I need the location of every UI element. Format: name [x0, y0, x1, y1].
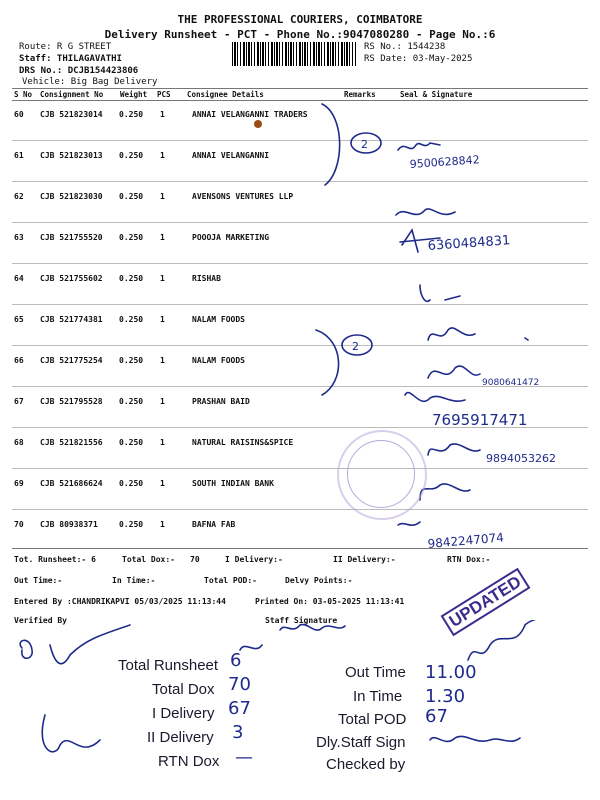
company-title: THE PROFESSIONAL COURIERS, COIMBATORE	[177, 13, 423, 26]
table-row: 70 CJB 80938371 0.250 1 BAFNA FAB	[14, 520, 236, 529]
signature-overlay	[0, 620, 600, 800]
summary-label: In Time	[353, 688, 403, 705]
table-row: 61 CJB 521823013 0.250 1 ANNAI VELANGANNI	[14, 151, 270, 160]
table-row: 67 CJB 521795528 0.250 1 PRASHAN BAID	[14, 397, 250, 406]
summary-value: 1.30	[425, 686, 466, 707]
staff-signature	[280, 625, 345, 631]
updated-stamp: UPDATED	[441, 568, 531, 637]
staff-signature-label: Staff Signature	[265, 616, 338, 625]
out-time: Out Time:-	[14, 576, 63, 585]
delvy-points: Delvy Points:-	[285, 576, 353, 585]
in-time: In Time:-	[112, 576, 156, 585]
dly-staff-signature	[430, 736, 520, 741]
summary-value: 11.00	[425, 662, 477, 683]
vehicle: Vehicle: Big Bag Delivery	[22, 77, 158, 87]
verified-signature	[50, 625, 130, 664]
runsheet-subtitle: Delivery Runsheet - PCT - Phone No.:9047080280 - Page No.:6	[104, 28, 496, 41]
ii-delivery: II Delivery:-	[333, 555, 396, 564]
summary-value: —	[235, 747, 253, 768]
summary-label: Checked by	[326, 756, 406, 773]
table-row: 69 CJB 521686624 0.250 1 SOUTH INDIAN BANK	[14, 479, 274, 488]
printed-on: Printed On: 03-05-2025 11:13:41	[255, 597, 405, 606]
ink-blot	[254, 120, 262, 128]
summary-label: I Delivery	[152, 705, 215, 722]
col-sno: S No	[14, 90, 33, 99]
summary-label: Total Dox	[152, 681, 215, 698]
table-row: 62 CJB 521823030 0.250 1 AVENSONS VENTURES LLP	[14, 192, 294, 201]
rtn-dox: RTN Dox:-	[447, 555, 491, 564]
table-row: 63 CJB 521755520 0.250 1 POOOJA MARKETING	[14, 233, 270, 242]
summary-value: 70	[228, 674, 251, 695]
col-remarks: Remarks	[344, 90, 376, 99]
summary-value: 67	[425, 706, 448, 727]
table-row: 68 CJB 521821556 0.250 1 NATURAL RAISINS&SPICE	[14, 438, 294, 447]
rs-date: RS Date: 03-May-2025	[364, 54, 473, 64]
i-delivery: I Delivery:-	[225, 555, 283, 564]
table-row: 66 CJB 521775254 0.250 1 NALAM FOODS	[14, 356, 245, 365]
total-dox-label: Total Dox:-	[122, 555, 175, 564]
summary-label: II Delivery	[147, 729, 214, 746]
bracket-mark	[316, 330, 339, 395]
checked-signature	[468, 620, 575, 660]
col-pcs: PCS	[157, 90, 171, 99]
total-pod: Total POD:-	[204, 576, 257, 585]
summary-label: RTN Dox	[158, 753, 220, 770]
phone-number: 7695917471	[432, 411, 528, 429]
total-dox-value: 70	[190, 555, 200, 564]
signature-62	[396, 209, 455, 215]
runsheet-sign	[240, 645, 262, 650]
remark-count: 2	[361, 138, 368, 151]
phone-number: 9080641472	[482, 378, 540, 388]
rs-number: RS No.: 1544238	[364, 42, 446, 52]
table-row: 60 CJB 521823014 0.250 1 ANNAI VELANGANNI TRADERS	[14, 110, 308, 119]
signature-65	[428, 328, 528, 340]
entered-by: Entered By :CHANDRIKAPVI 05/03/2025 11:13:44	[14, 597, 226, 606]
col-weight: Weight	[120, 90, 148, 99]
summary-value: 6	[230, 650, 242, 671]
signature-64	[420, 285, 460, 301]
phone-number: 6360484831	[427, 233, 511, 254]
signature-66	[428, 366, 480, 378]
signature-61	[398, 143, 440, 150]
verified-signature	[20, 640, 32, 658]
summary-label: Total Runsheet	[118, 657, 219, 674]
summary-label: Total POD	[338, 711, 407, 728]
table-row: 65 CJB 521774381 0.250 1 NALAM FOODS	[14, 315, 245, 324]
phone-number: 9500628842	[409, 153, 481, 171]
phone-number: 9842247074	[427, 530, 505, 551]
col-seal: Seal & Signature	[400, 90, 473, 99]
staff: Staff: THILAGAVATHI	[19, 54, 122, 64]
signature-67	[405, 393, 465, 402]
summary-label: Out Time	[345, 664, 406, 681]
phone-number: 9894053262	[486, 452, 556, 465]
signature-68	[428, 444, 480, 455]
col-consignment: Consignment No	[40, 90, 104, 99]
tot-runsheet: Tot. Runsheet:- 6	[14, 555, 96, 564]
summary-value: 67	[228, 698, 251, 719]
remark-count: 2	[352, 340, 359, 353]
verified-by: Verified By	[14, 616, 67, 625]
summary-label: Dly.Staff Sign	[316, 734, 406, 751]
table-row: 64 CJB 521755602 0.250 1 RISHAB	[14, 274, 221, 283]
summary-bracket	[42, 715, 100, 752]
summary-value: 3	[232, 722, 244, 743]
drs-number: DRS No.: DCJB154423806	[19, 66, 139, 76]
bracket-mark	[322, 104, 340, 185]
signature-69	[420, 484, 470, 500]
route: Route: R G STREET	[19, 42, 112, 52]
col-consignee: Consignee Details	[187, 90, 264, 99]
signature-70	[398, 522, 420, 525]
seal-stamp-inner	[347, 440, 415, 508]
